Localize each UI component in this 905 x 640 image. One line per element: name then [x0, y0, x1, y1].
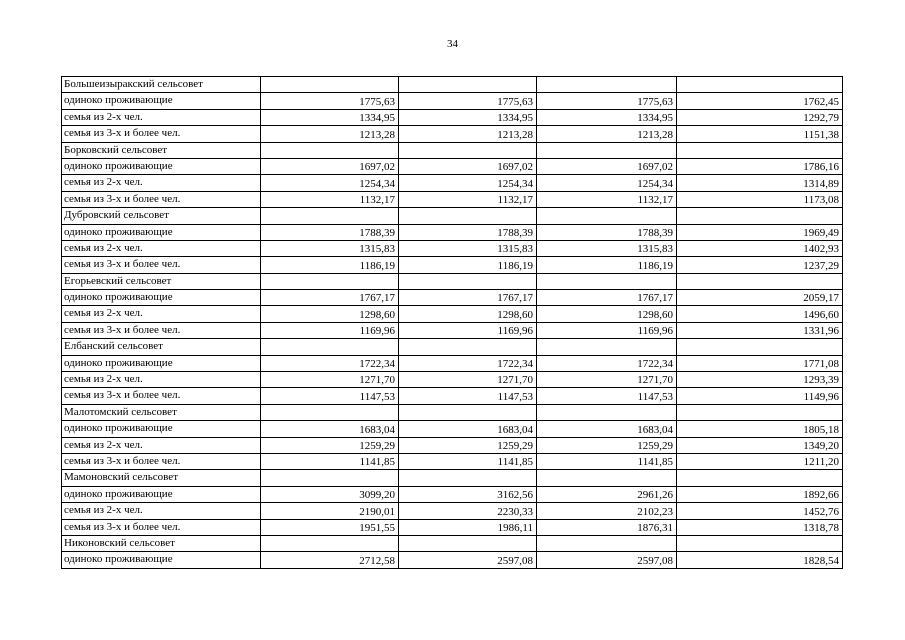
- value-cell: 1775,63: [537, 93, 677, 109]
- value-cell: 2102,23: [537, 503, 677, 519]
- value-cell: 1213,28: [399, 126, 537, 142]
- table-row: [62, 240, 843, 256]
- value-cell: 1147,53: [399, 388, 537, 404]
- value-cell: 1683,04: [261, 421, 399, 437]
- value-cell: [537, 470, 677, 486]
- data-table: [61, 76, 843, 569]
- table-row: [62, 175, 843, 191]
- value-cell: 1788,39: [261, 224, 399, 240]
- value-cell: 1402,93: [677, 240, 843, 256]
- value-cell: 1132,17: [537, 191, 677, 207]
- value-cell: 2190,01: [261, 503, 399, 519]
- value-cell: 1762,45: [677, 93, 843, 109]
- value-cell: [261, 142, 399, 158]
- table-row: [62, 437, 843, 453]
- value-cell: [537, 339, 677, 355]
- value-cell: 2597,08: [399, 552, 537, 568]
- value-cell: 2059,17: [677, 290, 843, 306]
- value-cell: 1298,60: [399, 306, 537, 322]
- value-cell: [399, 535, 537, 551]
- row-label: одиноко проживающие: [62, 224, 261, 240]
- row-label: семья из 3-х и более чел.: [62, 388, 261, 404]
- value-cell: 1147,53: [261, 388, 399, 404]
- value-cell: [677, 470, 843, 486]
- value-cell: 1697,02: [537, 158, 677, 174]
- table-row: [62, 372, 843, 388]
- row-label: одиноко проживающие: [62, 355, 261, 371]
- value-cell: 1173,08: [677, 191, 843, 207]
- row-label: семья из 2-х чел.: [62, 503, 261, 519]
- value-cell: 1259,29: [399, 437, 537, 453]
- table-row: [62, 77, 843, 93]
- value-cell: 2230,33: [399, 503, 537, 519]
- value-cell: 1722,34: [261, 355, 399, 371]
- value-cell: 1683,04: [537, 421, 677, 437]
- value-cell: 1334,95: [261, 109, 399, 125]
- table-row: [62, 273, 843, 289]
- value-cell: 1151,38: [677, 126, 843, 142]
- table-row: [62, 191, 843, 207]
- value-cell: 1213,28: [537, 126, 677, 142]
- value-cell: 1169,96: [399, 322, 537, 338]
- value-cell: 1767,17: [537, 290, 677, 306]
- value-cell: 3162,56: [399, 486, 537, 502]
- value-cell: 1254,34: [399, 175, 537, 191]
- row-label: семья из 3-х и более чел.: [62, 126, 261, 142]
- table-row: [62, 257, 843, 273]
- value-cell: [261, 77, 399, 93]
- value-cell: 1186,19: [537, 257, 677, 273]
- value-cell: 1147,53: [537, 388, 677, 404]
- table-row: [62, 453, 843, 469]
- value-cell: 1892,66: [677, 486, 843, 502]
- row-label: Борковский сельсовет: [62, 142, 261, 158]
- value-cell: 2597,08: [537, 552, 677, 568]
- value-cell: 1315,83: [261, 240, 399, 256]
- row-label: семья из 2-х чел.: [62, 372, 261, 388]
- value-cell: 1788,39: [537, 224, 677, 240]
- table-row: [62, 109, 843, 125]
- value-cell: 1213,28: [261, 126, 399, 142]
- value-cell: [261, 273, 399, 289]
- value-cell: 1298,60: [537, 306, 677, 322]
- value-cell: 1775,63: [261, 93, 399, 109]
- value-cell: 1775,63: [399, 93, 537, 109]
- value-cell: 1259,29: [261, 437, 399, 453]
- table-body: [62, 77, 843, 569]
- row-label: семья из 2-х чел.: [62, 240, 261, 256]
- table-row: [62, 322, 843, 338]
- value-cell: 1969,49: [677, 224, 843, 240]
- value-cell: [677, 273, 843, 289]
- table-row: [62, 404, 843, 420]
- value-cell: [399, 142, 537, 158]
- value-cell: 1186,19: [261, 257, 399, 273]
- table-row: [62, 486, 843, 502]
- table-row: [62, 388, 843, 404]
- row-label: семья из 3-х и более чел.: [62, 257, 261, 273]
- value-cell: [399, 208, 537, 224]
- value-cell: 1722,34: [537, 355, 677, 371]
- value-cell: 1149,96: [677, 388, 843, 404]
- table-row: [62, 470, 843, 486]
- value-cell: [261, 339, 399, 355]
- value-cell: [677, 404, 843, 420]
- row-label: семья из 3-х и более чел.: [62, 453, 261, 469]
- value-cell: [677, 142, 843, 158]
- value-cell: 1141,85: [399, 453, 537, 469]
- table-row: [62, 503, 843, 519]
- row-label: Никоновский сельсовет: [62, 535, 261, 551]
- value-cell: 3099,20: [261, 486, 399, 502]
- value-cell: 1211,20: [677, 453, 843, 469]
- value-cell: [261, 404, 399, 420]
- row-label: семья из 3-х и более чел.: [62, 322, 261, 338]
- table-row: [62, 535, 843, 551]
- value-cell: 1722,34: [399, 355, 537, 371]
- value-cell: [677, 535, 843, 551]
- value-cell: 1132,17: [399, 191, 537, 207]
- value-cell: 1318,78: [677, 519, 843, 535]
- value-cell: 1314,89: [677, 175, 843, 191]
- value-cell: [261, 208, 399, 224]
- value-cell: 1292,79: [677, 109, 843, 125]
- value-cell: 1169,96: [537, 322, 677, 338]
- row-label: одиноко проживающие: [62, 158, 261, 174]
- value-cell: [537, 273, 677, 289]
- value-cell: 1271,70: [399, 372, 537, 388]
- value-cell: 1876,31: [537, 519, 677, 535]
- value-cell: 1452,76: [677, 503, 843, 519]
- value-cell: 1271,70: [261, 372, 399, 388]
- value-cell: 1334,95: [399, 109, 537, 125]
- value-cell: [399, 339, 537, 355]
- value-cell: 1141,85: [261, 453, 399, 469]
- value-cell: 1271,70: [537, 372, 677, 388]
- value-cell: 1141,85: [537, 453, 677, 469]
- value-cell: 1805,18: [677, 421, 843, 437]
- value-cell: 1767,17: [261, 290, 399, 306]
- value-cell: 1169,96: [261, 322, 399, 338]
- value-cell: 1186,19: [399, 257, 537, 273]
- value-cell: 1683,04: [399, 421, 537, 437]
- row-label: одиноко проживающие: [62, 290, 261, 306]
- value-cell: 1331,96: [677, 322, 843, 338]
- table-row: [62, 93, 843, 109]
- row-label: одиноко проживающие: [62, 552, 261, 568]
- value-cell: [537, 77, 677, 93]
- value-cell: 1237,29: [677, 257, 843, 273]
- table-row: [62, 126, 843, 142]
- row-label: семья из 2-х чел.: [62, 306, 261, 322]
- value-cell: 1828,54: [677, 552, 843, 568]
- row-label: Дубровский сельсовет: [62, 208, 261, 224]
- row-label: семья из 2-х чел.: [62, 175, 261, 191]
- table-row: [62, 552, 843, 568]
- value-cell: 1334,95: [537, 109, 677, 125]
- value-cell: 1132,17: [261, 191, 399, 207]
- value-cell: [399, 273, 537, 289]
- row-label: Большеизыракский сельсовет: [62, 77, 261, 93]
- value-cell: 1697,02: [399, 158, 537, 174]
- row-label: семья из 3-х и более чел.: [62, 191, 261, 207]
- table-row: [62, 224, 843, 240]
- value-cell: 1697,02: [261, 158, 399, 174]
- value-cell: [537, 535, 677, 551]
- value-cell: [677, 339, 843, 355]
- value-cell: 1254,34: [537, 175, 677, 191]
- table-row: [62, 519, 843, 535]
- value-cell: [537, 142, 677, 158]
- value-cell: 1298,60: [261, 306, 399, 322]
- value-cell: 1788,39: [399, 224, 537, 240]
- value-cell: 1315,83: [537, 240, 677, 256]
- table-row: [62, 355, 843, 371]
- page-number: 34: [447, 38, 458, 50]
- row-label: одиноко проживающие: [62, 93, 261, 109]
- table-row: [62, 142, 843, 158]
- table-row: [62, 158, 843, 174]
- value-cell: 1293,39: [677, 372, 843, 388]
- value-cell: [399, 77, 537, 93]
- value-cell: 1771,08: [677, 355, 843, 371]
- table-row: [62, 208, 843, 224]
- value-cell: 2712,58: [261, 552, 399, 568]
- value-cell: 1259,29: [537, 437, 677, 453]
- value-cell: 2961,26: [537, 486, 677, 502]
- value-cell: 1254,34: [261, 175, 399, 191]
- row-label: одиноко проживающие: [62, 486, 261, 502]
- row-label: семья из 2-х чел.: [62, 437, 261, 453]
- value-cell: [399, 404, 537, 420]
- table-row: [62, 339, 843, 355]
- value-cell: [261, 535, 399, 551]
- value-cell: 1349,20: [677, 437, 843, 453]
- row-label: семья из 2-х чел.: [62, 109, 261, 125]
- value-cell: [399, 470, 537, 486]
- row-label: Мамоновский сельсовет: [62, 470, 261, 486]
- value-cell: [677, 208, 843, 224]
- value-cell: 1496,60: [677, 306, 843, 322]
- value-cell: 1986,11: [399, 519, 537, 535]
- value-cell: [261, 470, 399, 486]
- value-cell: 1951,55: [261, 519, 399, 535]
- row-label: Малотомский сельсовет: [62, 404, 261, 420]
- value-cell: 1315,83: [399, 240, 537, 256]
- row-label: Елбанский сельсовет: [62, 339, 261, 355]
- value-cell: 1786,16: [677, 158, 843, 174]
- value-cell: [677, 77, 843, 93]
- value-cell: [537, 208, 677, 224]
- table-row: [62, 290, 843, 306]
- row-label: Егорьевский сельсовет: [62, 273, 261, 289]
- table-row: [62, 421, 843, 437]
- table-row: [62, 306, 843, 322]
- value-cell: 1767,17: [399, 290, 537, 306]
- row-label: семья из 3-х и более чел.: [62, 519, 261, 535]
- value-cell: [537, 404, 677, 420]
- row-label: одиноко проживающие: [62, 421, 261, 437]
